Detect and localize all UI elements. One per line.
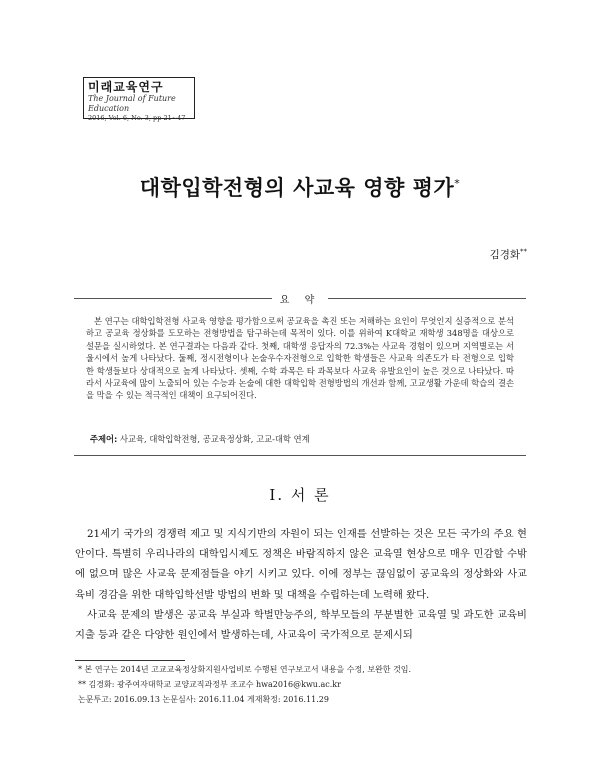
author-name: 김경화 bbox=[489, 249, 520, 261]
abstract-label bbox=[74, 291, 526, 306]
title-footnote-mark: * bbox=[454, 177, 461, 190]
journal-volume-info: 2016, Vol. 6, No. 3, pp 21~47 bbox=[88, 114, 186, 122]
journal-name-korean: 미래교육연구 bbox=[88, 80, 164, 94]
journal-info-box bbox=[83, 77, 195, 122]
abstract-text: 본 연구는 대학입학전형 사교육 영향을 평가함으로써 공교육을 촉진 또는 저해하는 요인이 무엇인지 실증적으로 분석하고 공교육 정상화를 도모하는 전형방법을 탐구하는데 목적이 있다. 이를 위하여 K대학교 재학생 348명을 대상으로 설문을 실시하였다. 본 연구결과는 다음과 같다. 첫째, 대학생 응답자의 72.3%는 사교육 경험이 있으며 지역별로는 서울시에서 높게 나타났다. 둘째, 정시전형이나 논술우수자전형으로 입학한 학생들은 사교육 의존도가 타 전형으로 입학한 학생들보다 상대적으로 높게 나타났다. 셋째, 수학 과목은 타 과목보다 사교육 유발요인이 높은 것으로 나타났다. 따라서 사교육에 많이 노출되어 있는 수능과 논술에 대한 대학입학 전형방법의 개선과 함께, 고교생활 가운데 학습의 결손을 막을 수 있는 적극적인 대책이 요구되어진다. bbox=[86, 316, 514, 401]
author-line bbox=[490, 247, 527, 262]
body-paragraph: 21세기 국가의 경쟁력 제고 및 지식기반의 자원이 되는 인재를 선발하는 것은 모든 국가의 주요 현안이다. 특별히 우리나라의 대학입시제도 정책은 바람직하지 않은 교육열 현상으로 매우 민감할 수밖에 없으며 많은 사교육 문제점들을 야기 시키고 있다. 이에 정부는 끊임없이 공교육의 정상화와 사교육비 경감을 위한 대학입학선발 방법의 변화 및 대책을 수립하는데 노력해 왔다. bbox=[75, 528, 527, 601]
footnote-author: ** 김경화: 광주여자대학교 교양교직과정부 조교수 hwa2016@kwu.ac.kr bbox=[78, 680, 341, 689]
paper-title bbox=[0, 172, 600, 202]
footnote-rule bbox=[75, 660, 185, 661]
abstract-label-text: 요 약 bbox=[272, 295, 329, 306]
keywords-line bbox=[90, 433, 520, 445]
abstract-bottom-rule bbox=[74, 455, 526, 456]
body-text bbox=[75, 524, 527, 645]
footnote-dates: 논문투고: 2016.09.13 논문심사: 2016.11.04 게재확정: 2016.11.29 bbox=[78, 695, 329, 704]
body-paragraph: 사교육 문제의 발생은 공교육 부실과 학벌만능주의, 학부모들의 무분별한 교육열 및 과도한 교육비 지출 등과 같은 다양한 원인에서 발생하는데, 사교육이 국가적으로 문제시되 bbox=[75, 608, 527, 642]
keywords-label: 주제어: bbox=[90, 434, 118, 444]
journal-name-english: The Journal of Future Education bbox=[88, 94, 176, 113]
abstract-section bbox=[74, 288, 526, 456]
footnotes bbox=[78, 662, 528, 707]
keywords-list: 사교육, 대학입학전형, 공교육정상화, 고교-대학 연계 bbox=[120, 434, 310, 444]
author-footnote-mark: ** bbox=[520, 247, 527, 256]
paper-title-text: 대학입학전형의 사교육 영향 평가 bbox=[139, 176, 455, 200]
section-heading: Ⅰ. 서 론 bbox=[269, 486, 331, 504]
footnote-funding: * 본 연구는 2014년 고교교육정상화지원사업비로 수행된 연구보고서 내용을 수정, 보완한 것임. bbox=[78, 665, 412, 674]
